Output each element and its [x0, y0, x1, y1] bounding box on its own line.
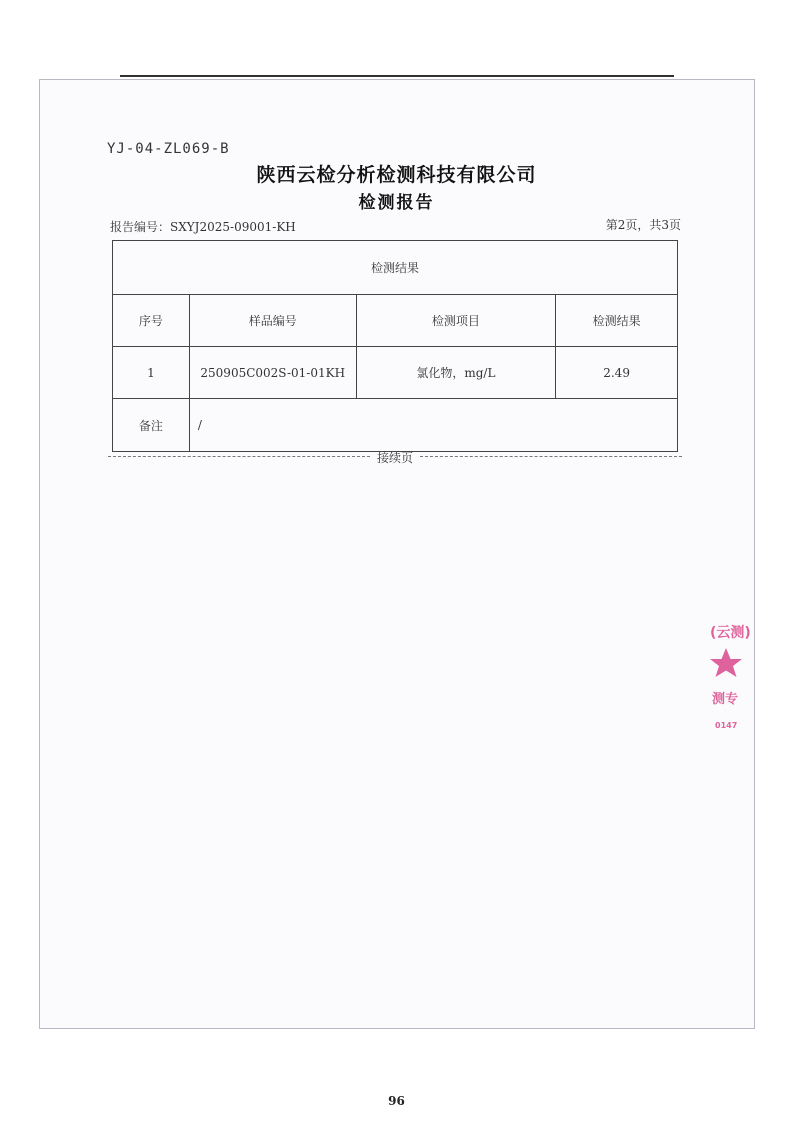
- cell-index: 1: [113, 347, 190, 399]
- header-index: 序号: [113, 295, 190, 347]
- document-code: YJ-04-ZL069-B: [107, 141, 230, 157]
- note-row: [113, 399, 678, 452]
- official-seal: [706, 611, 751, 741]
- continuation-divider: [108, 450, 682, 464]
- cell-sample-id: 250905C002S-01-01KH: [189, 347, 356, 399]
- cell-result: 2.49: [556, 347, 678, 399]
- report-title: 检测报告: [358, 193, 435, 213]
- svg-text:(云测): (云测): [710, 625, 751, 641]
- header-result: 检测结果: [556, 295, 678, 347]
- page-info: 第2页，共3页: [605, 218, 681, 232]
- table-caption: 检测结果: [113, 241, 678, 295]
- note-label: 备注: [113, 399, 190, 452]
- header-rule: [120, 75, 674, 77]
- report-number: 报告编号：SXYJ2025-09001-KH: [110, 220, 296, 234]
- note-value: /: [189, 399, 677, 452]
- page-number: 96: [388, 1094, 405, 1108]
- results-table: [112, 240, 678, 452]
- continuation-label: 接续页: [376, 451, 413, 465]
- header-sample-id: 样品编号: [189, 295, 356, 347]
- header-test-item: 检测项目: [356, 295, 556, 347]
- table-row: [113, 347, 678, 399]
- company-name: 陕西云检分析检测科技有限公司: [256, 164, 537, 186]
- svg-text:测专: 测专: [712, 692, 739, 707]
- cell-test-item: 氯化物，mg/L: [356, 347, 556, 399]
- divider-dash-right: [420, 456, 682, 457]
- table-header-row: [113, 295, 678, 347]
- svg-text:0147: 0147: [715, 721, 738, 730]
